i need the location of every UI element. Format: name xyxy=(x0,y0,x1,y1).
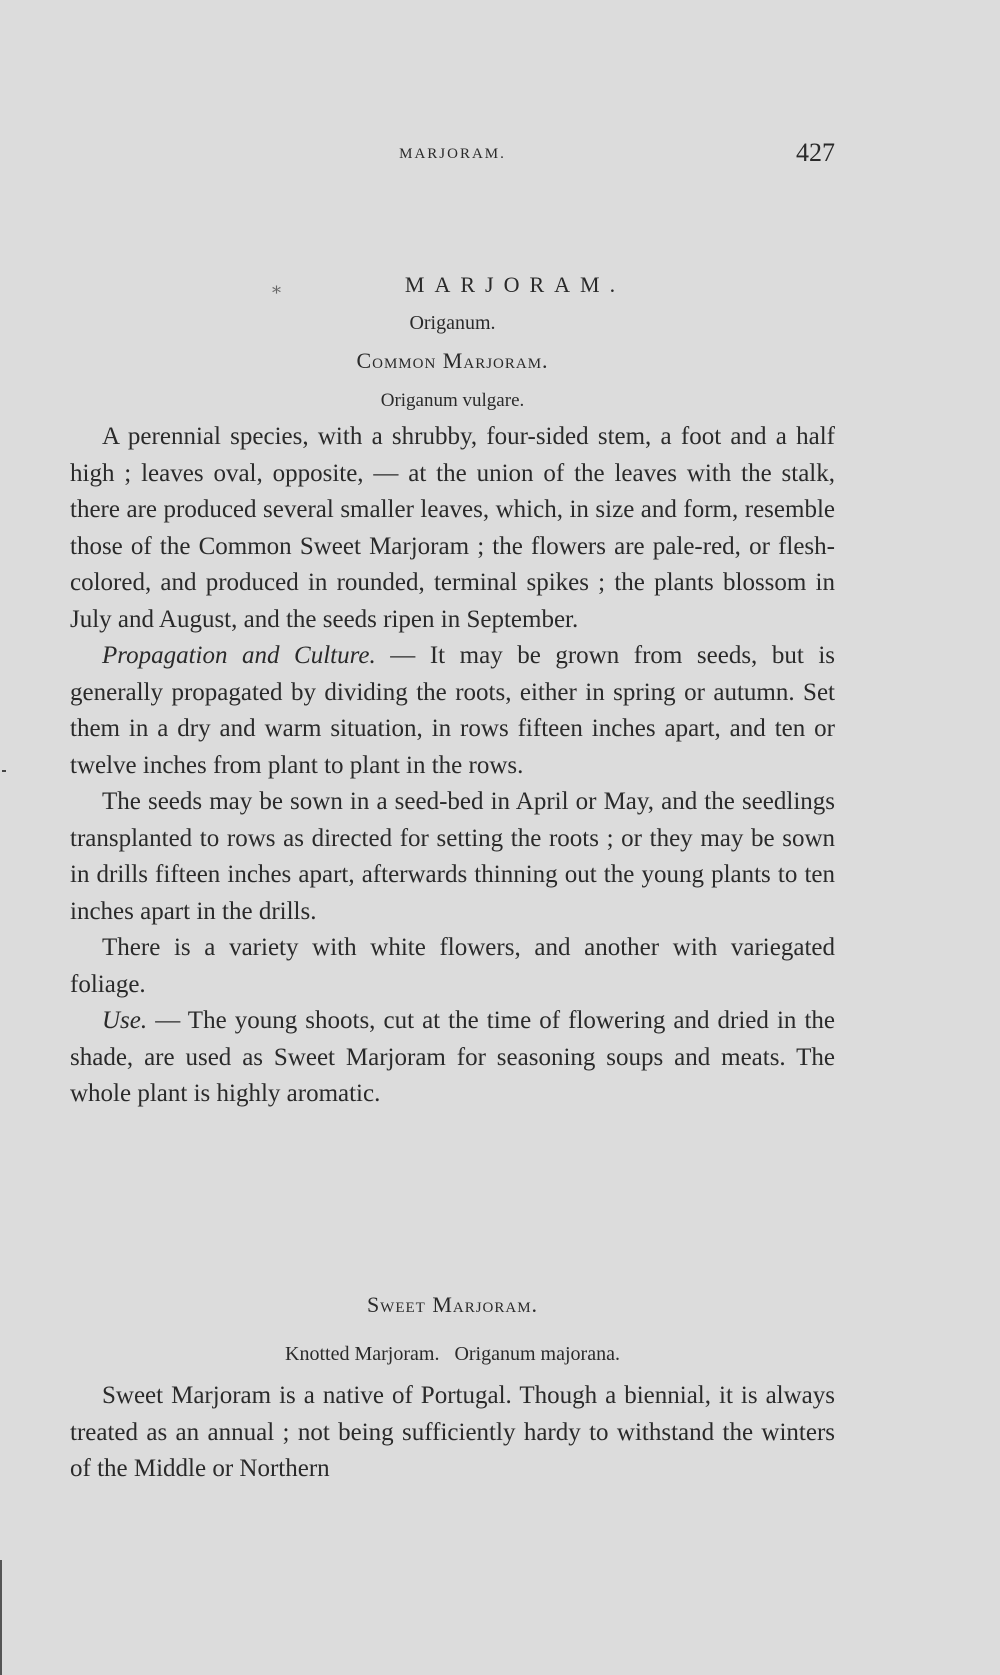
use-paragraph xyxy=(70,1003,835,1113)
asterisk-ornament-icon: * xyxy=(272,283,281,304)
scan-edge-line xyxy=(0,1560,2,1675)
common-marjoram-latin: Origanum vulgare. xyxy=(380,390,525,411)
sweet-description-paragraph: Sweet Marjoram is a native of Portugal. Though a biennial, it is always treated as an annual ; not being sufficiently hardy to withstand the winters of the Middle or Northern xyxy=(70,1382,835,1482)
propagation-label: Propagation and Culture. xyxy=(102,642,376,669)
running-head xyxy=(70,138,835,178)
variety-paragraph: There is a variety with white flowers, and another with variegated foliage. xyxy=(70,934,835,998)
use-text: — The young shoots, cut at the time of flowering and dried in the shade, are used as Sweet Marjoram for seasoning soups and meats. The whole plant is highly aromatic. xyxy=(70,1007,835,1107)
description-paragraph: A perennial species, with a shrubby, four-sided stem, a foot and a half high ; leaves oval, opposite, — at the union of the leaves with the stalk, there are produced several smaller leaves, which, in size and form, resemble those of the Common Sweet Marjoram ; the flowers are pale-red, or flesh-colored, and produced in rounded, terminal spikes ; the plants blossom in July and August, and the seeds ripen in September. xyxy=(70,423,835,633)
page-number: 427 xyxy=(796,138,835,167)
seeds-paragraph: The seeds may be sown in a seed-bed in April or May, and the seedlings transplanted to rows as directed for setting the roots ; or they may be sown in drills fifteen inches apart, afterwards thinning out the young plants to ten inches apart in the drills. xyxy=(70,788,835,925)
running-title: MARJORAM. xyxy=(399,146,506,162)
margin-mark xyxy=(2,770,6,772)
common-marjoram-heading: Common Marjoram. xyxy=(356,348,549,373)
sweet-marjoram-body xyxy=(70,1378,835,1488)
use-label: Use. xyxy=(102,1007,148,1034)
propagation-paragraph xyxy=(70,638,835,784)
sweet-marjoram-heading: Sweet Marjoram. xyxy=(366,1292,539,1317)
genus-name: Origanum. xyxy=(409,312,496,334)
common-marjoram-body xyxy=(70,419,835,1113)
sweet-marjoram-synonyms: Knotted Marjoram. Origanum majorana. xyxy=(285,1343,620,1365)
section-title: MARJORAM. xyxy=(404,272,626,297)
propagation-text: — It may be grown from seeds, but is generally propagated by dividing the roots, either in spring or autumn. Set them in a dry and warm situation, in rows fifteen inches apart, and ten or twelve inches from plant to plant in the rows. xyxy=(70,642,836,779)
